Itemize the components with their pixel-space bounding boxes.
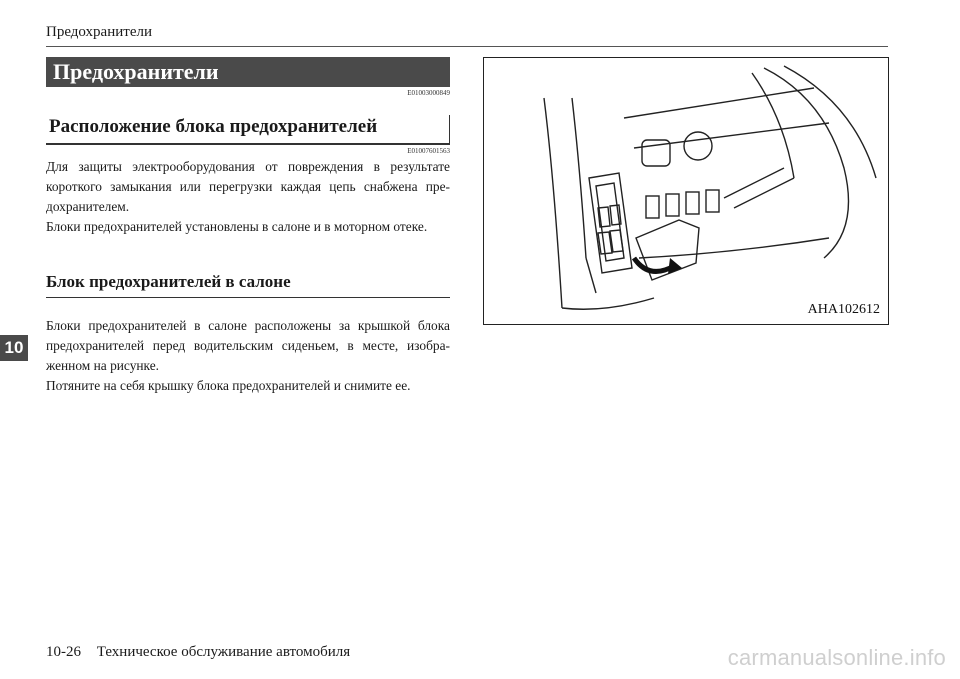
subsection-code: E01007601563 — [407, 147, 450, 155]
figure-code: AHA102612 — [807, 302, 880, 317]
paragraph-locations: Блоки предохранителей установлены в салоне и в моторном отеке. — [46, 219, 428, 234]
paragraph-cabin-location: Блоки предохранителей в салоне расположены за крышкой блока предохранителей перед водительским сиденьем, в месте, изображенном на рисунке. — [46, 318, 450, 373]
paragraph-remove-cover: Потяните на себя крышку блока предохранителей и снимите ее. — [46, 378, 411, 393]
footer — [46, 644, 350, 661]
dashboard-drawing — [484, 58, 888, 324]
section-heading-cabin-fuses: Блок предохранителей в салоне — [46, 272, 291, 291]
running-head: Предохранители — [46, 24, 152, 40]
page-number: 10-26 — [46, 644, 81, 660]
chapter-title: Техническое обслуживание автомобиля — [96, 644, 351, 660]
section-rule — [46, 297, 450, 298]
subsection-heading: Расположение блока предохранителей — [49, 116, 378, 137]
title-code: E01003000849 — [407, 89, 450, 97]
subsection-heading-box — [46, 115, 450, 145]
fuse-box-illustration — [483, 57, 889, 325]
watermark: carmanualsonline.info — [727, 645, 946, 670]
page-title: Предохранители — [46, 57, 450, 87]
header-rule — [46, 46, 888, 47]
paragraph-protection: Для защиты электрооборудования от повреждения в результате короткого замыкания или перегрузки каждая цепь снабжена предохранителем. — [46, 159, 450, 214]
chapter-tab: 10 — [0, 335, 28, 361]
